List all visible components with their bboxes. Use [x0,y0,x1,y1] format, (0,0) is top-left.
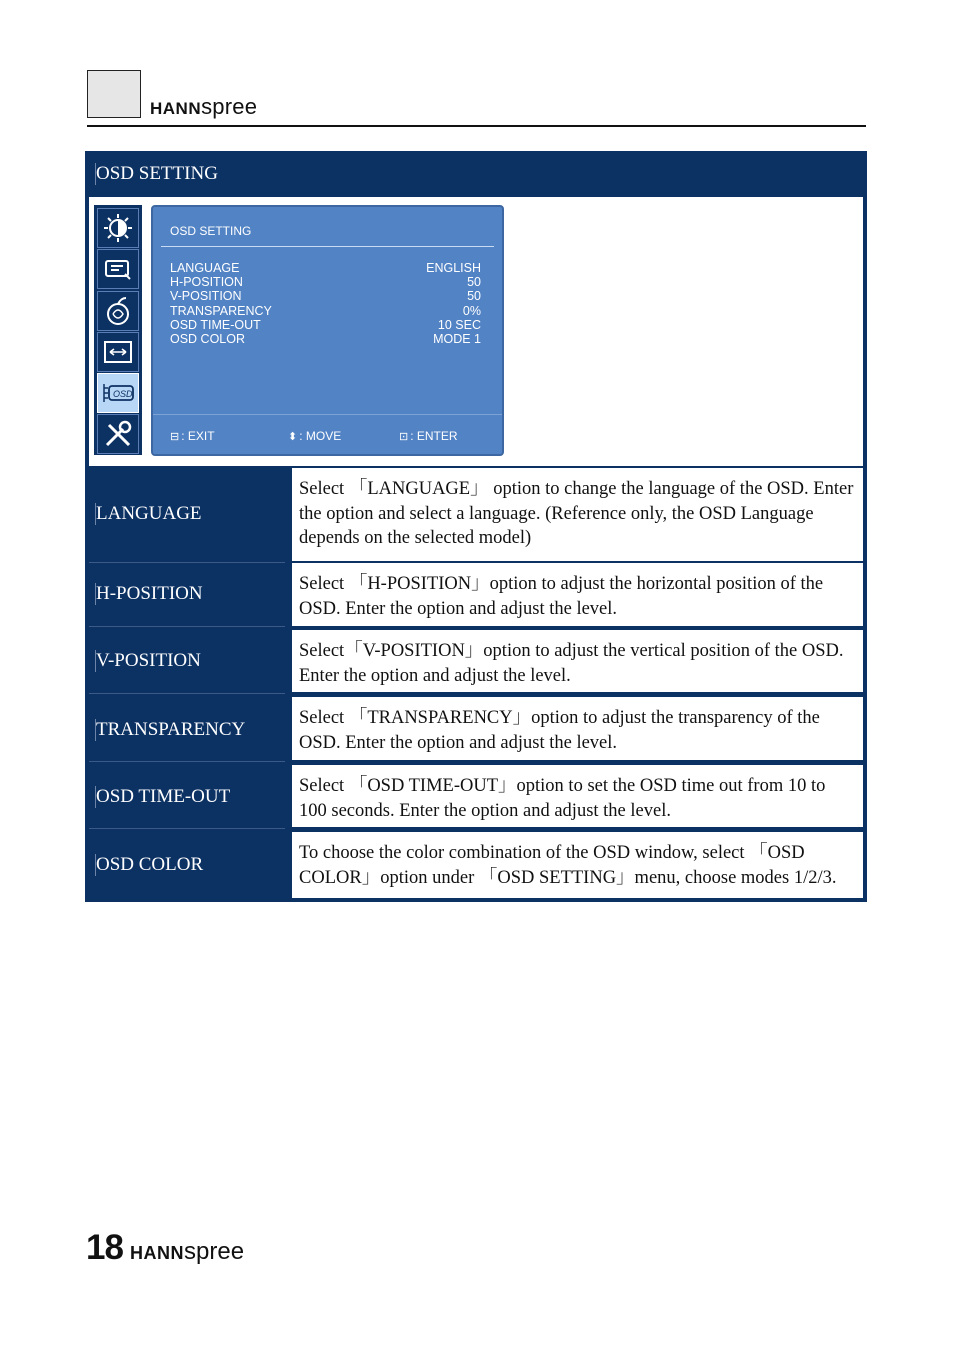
osd-footer-divider [153,414,502,415]
exit-key-icon: ⊟ [170,431,180,443]
osd-move-hint: ⬍ : MOVE [288,429,342,443]
tools-icon[interactable] [97,414,139,454]
enter-key-icon: ⊡ [399,431,409,443]
osd-title-divider [161,246,494,247]
osd-menu-title: OSD SETTING [170,224,252,238]
osd-value-language: ENGLISH [426,261,481,275]
row-label-transparency: TRANSPARENCY [89,694,285,762]
brightness-icon[interactable] [97,208,139,248]
osd-value-h-position: 50 [467,275,481,290]
osd-item-labels [170,261,272,346]
color-icon[interactable] [97,291,139,331]
osd-screenshot-cell [89,197,863,466]
osd-item-values [426,261,481,346]
footer-logo: HANNspree [130,1238,245,1265]
header-rule [87,125,866,127]
osd-value-osd-color: MODE 1 [433,332,481,347]
osd-item-osd-color[interactable]: OSD COLOR [170,332,246,347]
row-label-osd-color: OSD COLOR [96,854,204,875]
input-icon[interactable] [97,332,139,372]
row-desc-osd-color: To choose the color combination of the OSD window, select 「OSD COLOR」option under 「OSD SETTING」menu, choose modes 1/2/3. [292,832,863,898]
osd-value-v-position: 50 [467,289,481,304]
page-number: 18 [86,1228,123,1267]
row-label-language: LANGUAGE [89,466,285,563]
osd-setting-table [85,151,867,902]
row-desc-osd-time-out: Select 「OSD TIME-OUT」option to set the OSD time out from 10 to 100 seconds. Enter the option and adjust the level. [292,765,863,827]
row-label-osd-time-out: OSD TIME-OUT [89,762,285,829]
osd-item-v-position[interactable]: V-POSITION [170,289,242,304]
row-label-h-position: H-POSITION [89,563,285,627]
osd-item-h-position[interactable]: H-POSITION [170,275,243,290]
table-title-band [85,151,867,197]
osd-item-language[interactable]: LANGUAGE [170,261,240,275]
osd-exit-hint: ⊟ : EXIT [170,429,215,443]
row-label-v-position: V-POSITION [89,627,285,694]
image-icon[interactable] [97,249,139,289]
svg-text:OSD: OSD [113,389,133,399]
osd-menu-panel [151,205,504,456]
osd-value-osd-time-out: 10 SEC [437,317,481,332]
row-desc-language: Select 「LANGUAGE」 option to change the language of the OSD. Enter the option and select a language. (Reference only, the OSD Language depends on the selected model) [292,468,863,561]
osd-value-transparency: 0% [462,303,481,318]
row-desc-v-position: Select「V-POSITION」option to adjust the vertical position of the OSD. Enter the option and adjust the level. [292,630,863,692]
row-desc-h-position: Select 「H-POSITION」option to adjust the horizontal position of the OSD. Enter the option and adjust the level. [292,563,863,626]
osd-enter-hint: ⊡ : ENTER [399,429,458,443]
osd-item-transparency[interactable]: TRANSPARENCY [170,303,272,318]
table-title: OSD SETTING [96,163,218,184]
header-corner-box [87,70,141,118]
header-logo: HANNspree [150,94,258,119]
osd-item-osd-time-out[interactable]: OSD TIME-OUT [170,317,261,332]
osd-icon[interactable] [97,373,139,413]
osd-icon-column [94,205,142,455]
updown-key-icon: ⬍ [288,431,298,443]
row-desc-transparency: Select 「TRANSPARENCY」option to adjust the transparency of the OSD. Enter the option and adjust the level. [292,697,863,760]
